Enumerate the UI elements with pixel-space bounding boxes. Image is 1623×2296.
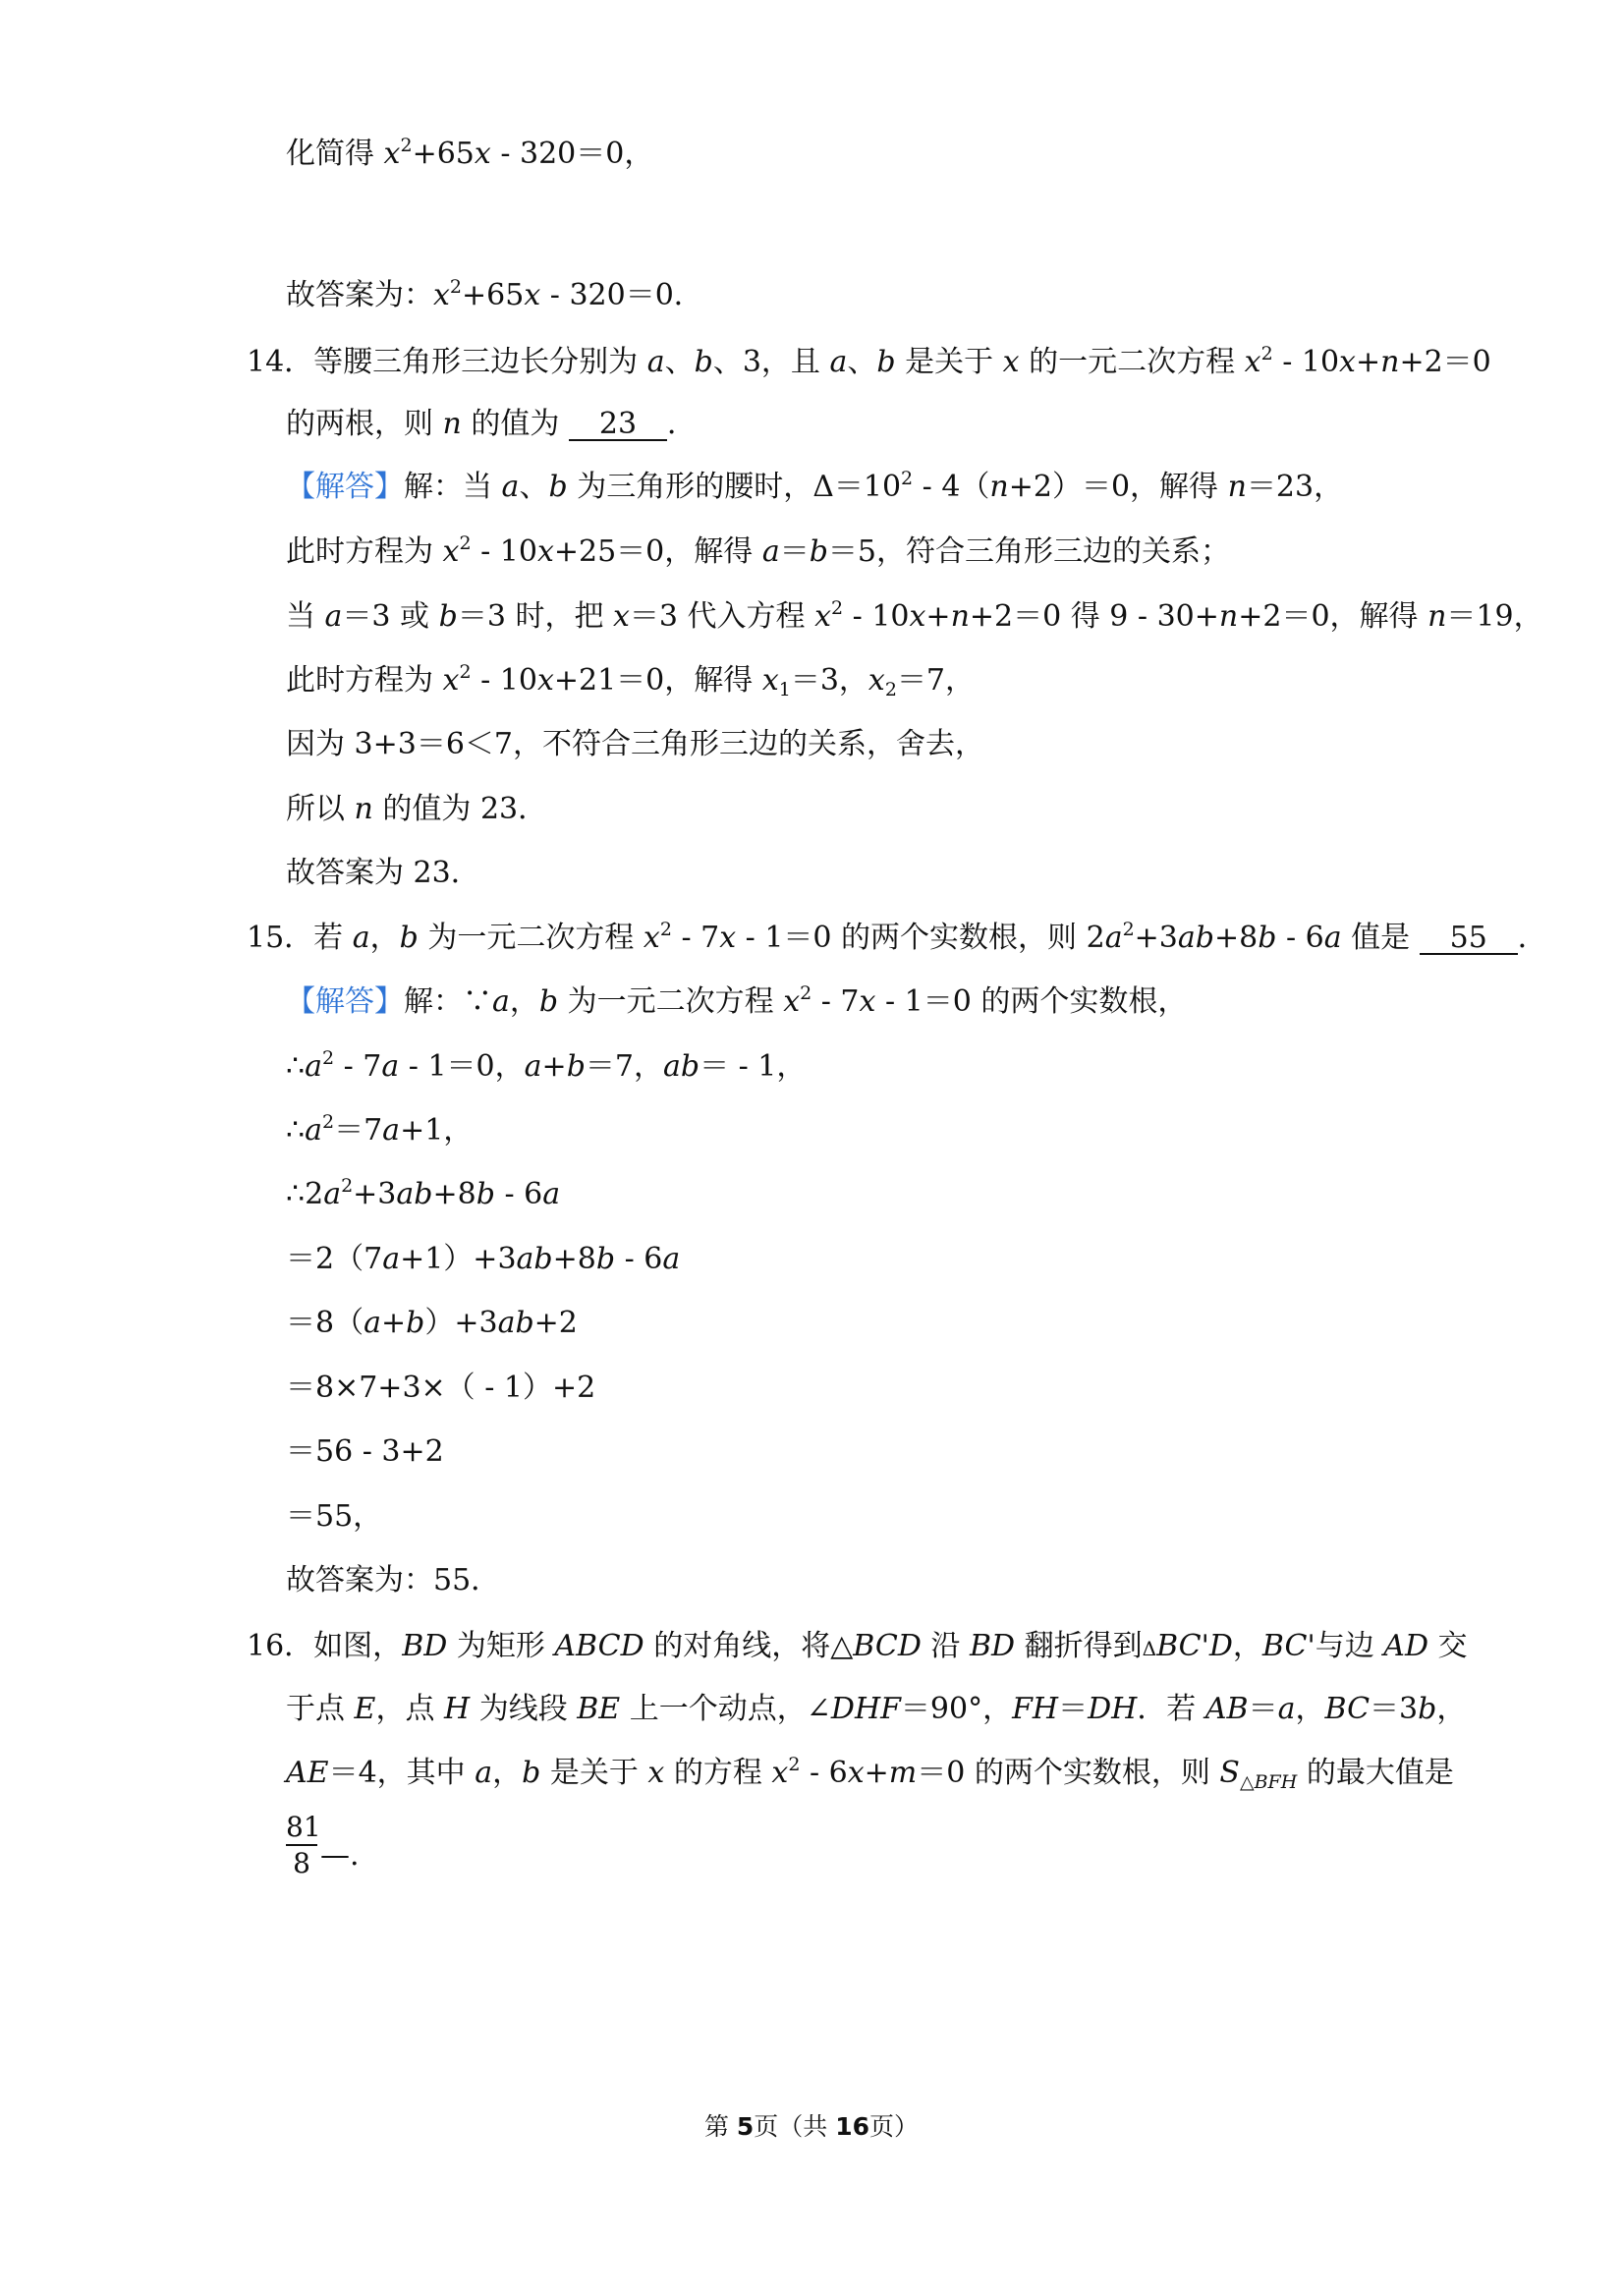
fraction-denominator: 8 [293,1847,310,1879]
question-14-line-2: 的两根，则 n 的值为 23 ． [286,407,697,441]
line-answer-13: 故答案为：$x^2+65x$ ‑ 320＝0． [286,276,703,312]
solution-15-line-7: ＝8×7+3×（ ‑ 1）+2 [286,1371,596,1405]
solution-14-line-2: 此时方程为 $x^2$ ‑ 10x+25＝0，解得 a＝b＝5，符合三角形三边的关系； [286,532,1231,569]
page-footer: 第 5页（共 16页） [703,2112,920,2141]
solution-14-line-5: 因为 3+3＝6＜7，不符合三角形三边的关系，舍去， [286,727,985,761]
solution-14-line-3: 当 a＝3 或 b＝3 时，把 x＝3 代入方程 $x^2$ ‑ 10x+n+2＝0 得 9 ‑ 30+n+2＝0，解得 n＝19， [286,597,1543,634]
question-16-line-2: 于点 E，点 H 为线段 BE 上一个动点，∠DHF＝90°，FH＝DH．若 AB＝a，BC＝3b， [286,1692,1467,1726]
solution-15-line-6: ＝8（a+b）+3ab+2 [286,1306,578,1340]
solution-15-line-2: $\therefore a^2$ ‑ 7a ‑ 1＝0，a+b＝7，ab＝ ‑ 1， [286,1047,807,1084]
solution-15-line-10: 故答案为：55． [286,1563,501,1597]
solution-15-line-9: ＝55， [286,1499,383,1534]
answer-fraction-16 [286,1811,321,1881]
solution-14-line-7: 故答案为 23． [286,856,480,890]
answer-blank-15: 55 [1420,924,1518,955]
question-14-line-1: 14．等腰三角形三边长分别为 a、b、3，且 a、b 是关于 x 的一元二次方程 $x^2$ ‑ 10x+n+2＝0 [247,343,1491,379]
solution-15-line-1: 【解答】解：∵a，b 为一元二次方程 $x^2$ ‑ 7x ‑ 1＝0 的两个实数根， [286,982,1188,1019]
solution-14-line-6: 所以 n 的值为 23． [286,792,548,826]
solution-15-line-8: ＝56 ‑ 3+2 [286,1434,444,1469]
solution-15-line-5: ＝2（7a+1）+3ab+8b ‑ 6a [286,1242,681,1276]
page-number: 5 [736,2112,755,2141]
solution-label: 【解答】 [286,470,404,504]
question-16-line-3: AE＝4，其中 a，b 是关于 x 的方程 $x^2$ ‑ 6x+m＝0 的两个实数根，则 $S_{\triangle BFH}$ 的最大值是 [286,1754,1454,1793]
answer-blank-14: 23 [569,410,667,441]
solution-14-line-4: 此时方程为 $x^2$ ‑ 10x+21＝0，解得 $x_1=3$，$x_2=7$， [286,661,976,700]
question-16-line-1: 16．如图，BD 为矩形 ABCD 的对角线，将△BCD 沿 BD 翻折得到ΔBC'D，BC'与边 AD 交 [247,1629,1468,1663]
answer-tail-16: —. [320,1838,360,1873]
page-total: 16 [835,2112,870,2141]
fraction-numerator: 81 [286,1811,317,1846]
solution-15-line-4: $\therefore 2a^2+3ab+8b$ ‑ 6a [286,1175,561,1211]
line-simplify: 化简得 $x^2+65x$ ‑ 320＝0， [286,135,654,171]
solution-14-line-1: 【解答】解：当 a、b 为三角形的腰时，$\Delta=10^2$ ‑ 4（n+2）＝0，解得 n＝23， [286,468,1344,504]
solution-15-line-3: $\therefore a^2=7a+1$， [286,1111,474,1148]
question-15: 15．若 a，b 为一元二次方程 $x^2$ ‑ 7x ‑ 1＝0 的两个实数根，则 $2a^2+3ab+8b$ ‑ 6a 值是 55 ． [247,919,1547,955]
solution-label: 【解答】 [286,984,404,1019]
